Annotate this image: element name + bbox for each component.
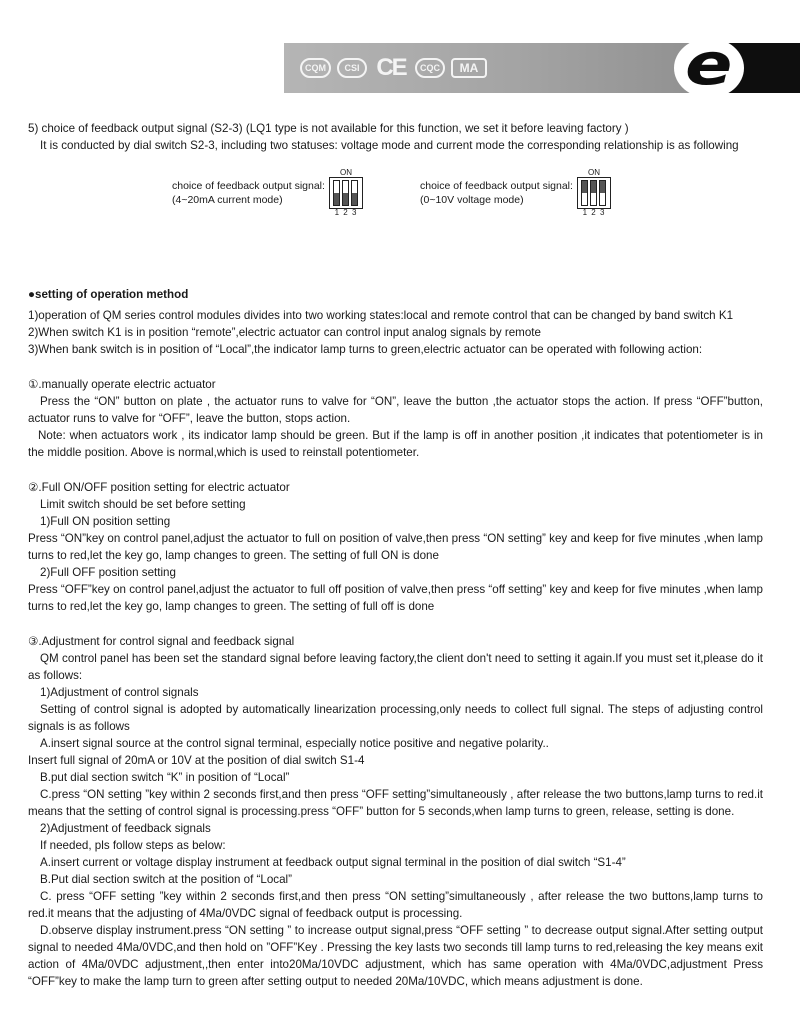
fb-step-b: B.Put dial section switch at the position of “Local”: [40, 873, 292, 886]
dip-key-2: [342, 180, 349, 206]
full-on-title: 1)Full ON position setting: [40, 515, 171, 528]
fb-step-c: C. press “OFF setting ”key within 2 seconds first,and then press “ON setting”simultaneously , after release the two buttons,lamp turns to red.it means that the adjusting of 4Ma/0VDC signal of feedback output is processing.: [28, 890, 763, 920]
dip-key-3: [599, 180, 606, 206]
adjust-intro: QM control panel has been set the standard signal before leaving factory,the client don't need to setting it again.If you must set it,please do it as follows:: [28, 652, 763, 682]
fig-voltage-label1: choice of feedback output signal:: [420, 180, 573, 192]
dip-on-label: ON: [588, 168, 600, 177]
fullonoff-limit: Limit switch should be set before setting: [40, 498, 246, 511]
dip-switch-voltage: [577, 168, 611, 219]
logo-letter: e: [685, 30, 733, 98]
operation-p1: 1)operation of QM series control modules divides into two working states:local and remote control that can be changed by band switch K1: [28, 309, 734, 322]
dip-key-1: [333, 180, 340, 206]
fig-current-label1: choice of feedback output signal:: [172, 180, 325, 192]
ctrl-step-b: B.put dial section switch “K” in position of “Local”: [40, 771, 290, 784]
dip-key-3: [351, 180, 358, 206]
manual-heading: ①.manually operate electric actuator: [28, 378, 216, 391]
fb-title: 2)Adjustment of feedback signals: [40, 822, 211, 835]
csi-cert-icon: CSI: [337, 58, 367, 78]
ma-cert-icon: MA: [451, 58, 487, 78]
ctrl-step-c: C.press “ON setting ”key within 2 seconds first,and then press “OFF setting”simultaneously , after release the two buttons,lamp turns to red.it means that the setting of control signal is processing.press “OFF” button for 5 seconds,when lamp turns to green, release, setting is done.: [28, 788, 763, 818]
fig-voltage-label2: (0~10V voltage mode): [420, 194, 524, 206]
dip-numbers: 1 2 3: [334, 208, 358, 217]
full-on-text: Press “ON”key on control panel,adjust the actuator to full on position of valve,then press “ON setting” key and keep for five minutes ,when lamp turns to red,let the key go, lamp changes to green. The setting of full ON is done: [28, 532, 763, 562]
section5-desc: It is conducted by dial switch S2-3, including two statuses: voltage mode and current mode the corresponding relationship is as following: [40, 139, 739, 152]
cqm-cert-icon: CQM: [300, 58, 331, 78]
dip-switch-current: [329, 168, 363, 219]
ctrl-insert: Insert full signal of 20mA or 10V at the position of dial switch S1-4: [28, 754, 365, 767]
ce-mark-icon: CE: [376, 54, 406, 81]
manual-p1: Press the “ON” button on plate , the actuator runs to valve for “ON”, leave the button ,the actuator stops the action. If press “OFF”button, actuator runs to valve for “OFF”, leave the button, stops action.: [28, 395, 763, 425]
full-off-text: Press “OFF”key on control panel,adjust the actuator to full off position of valve,then press “off setting” key and keep for five minutes ,when lamp turns to red,let the key go, lamp changes to green. The setting of full off is done: [28, 583, 763, 613]
fb-needed: If needed, pls follow steps as below:: [40, 839, 226, 852]
full-off-title: 2)Full OFF position setting: [40, 566, 176, 579]
ctrl-text: Setting of control signal is adopted by automatically linearization processing,only needs to collect full signal. The steps of adjusting control signals is as follows: [28, 703, 763, 733]
cqc-cert-icon: CQC: [415, 58, 445, 78]
section5-title: 5) choice of feedback output signal (S2-3) (LQ1 type is not available for this function, we set it before leaving factory ): [28, 122, 629, 135]
adjust-heading: ③.Adjustment for control signal and feedback signal: [28, 635, 295, 648]
dip-key-1: [581, 180, 588, 206]
manual-p2: Note: when actuators work , its indicator lamp should be green. But if the lamp is off in another position ,it indicates that potentiometer is in the middle position. Above is normal,which is used to reinstall potentiometer.: [28, 429, 763, 459]
dip-on-label: ON: [340, 168, 352, 177]
operation-p2: 2)When switch K1 is in position “remote”,electric actuator can control input analog signals by remote: [28, 326, 541, 339]
dip-numbers: 1 2 3: [582, 208, 606, 217]
ctrl-step-a: A.insert signal source at the control signal terminal, especially notice positive and negative polarity..: [40, 737, 549, 750]
dip-key-2: [590, 180, 597, 206]
fig-current-label2: (4~20mA current mode): [172, 194, 283, 206]
fb-step-d: D.observe display instrument.press “ON setting ” to increase output signal,press “OFF setting ” to decrease output signal.After setting output signal to needed 4Ma/0VDC,and then hold on ”OFF”Key . Pressing the key lasts two seconds till lamp turns to red,releasing the key means exit action of 4Ma/0VDC adjustment,,then enter into20Ma/10VDC adjustment, which has same operation with 4Ma/0VDC,adjustment Press “OFF”key to make the lamp turn to green after setting output to needed 20Ma/10VDC, which means adjustment is done.: [28, 924, 763, 988]
operation-p3: 3)When bank switch is in position of “Local”,the indicator lamp turns to green,electric actuator can be operated with following action:: [28, 343, 703, 356]
certification-logos: [300, 52, 487, 84]
ctrl-title: 1)Adjustment of control signals: [40, 686, 199, 699]
company-logo-icon: [674, 30, 744, 98]
operation-heading: ●setting of operation method: [28, 288, 189, 301]
fb-step-a: A.insert current or voltage display instrument at feedback output signal terminal in the position of dial switch “S1-4”: [40, 856, 626, 869]
fullonoff-heading: ②.Full ON/OFF position setting for electric actuator: [28, 481, 290, 494]
